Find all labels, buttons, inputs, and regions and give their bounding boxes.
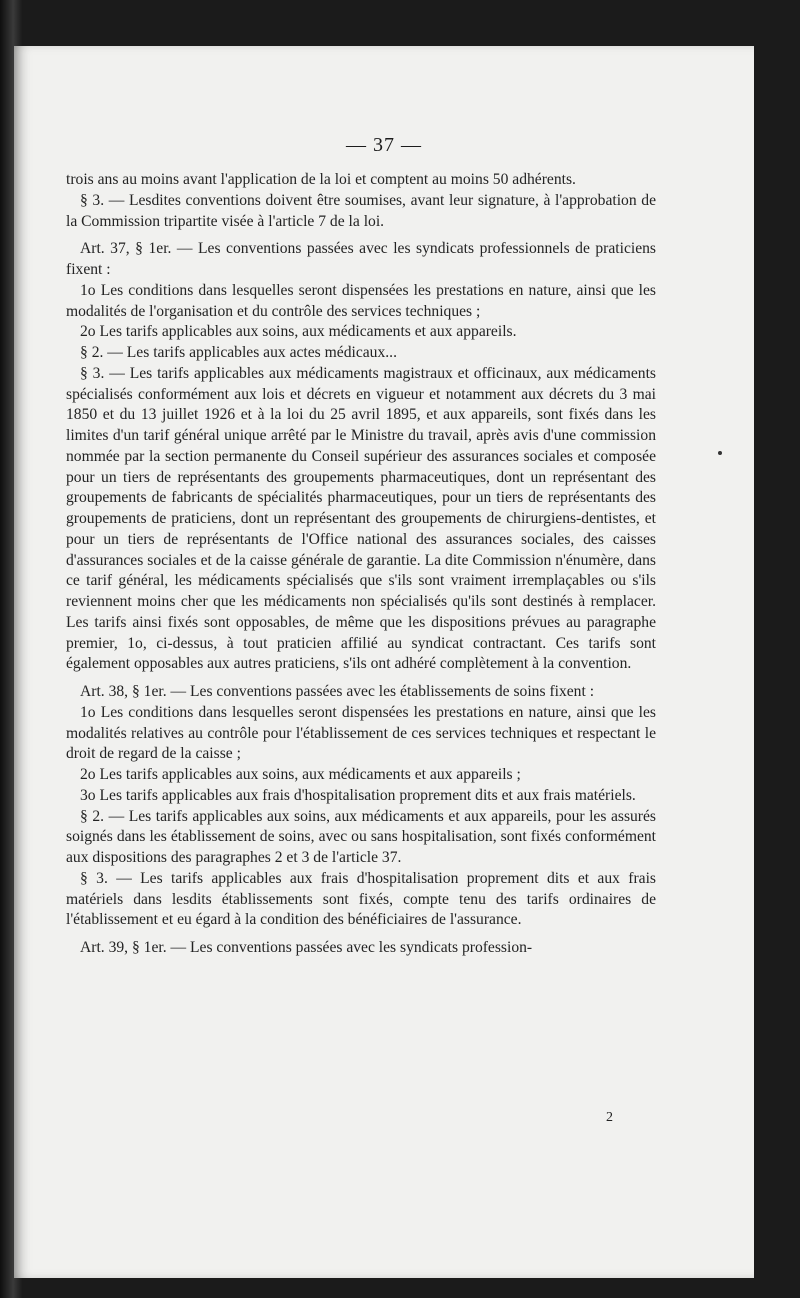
- page-number: — 37 —: [346, 134, 422, 156]
- ink-speck: [718, 451, 722, 455]
- article-paragraph: Art. 39, § 1er. — Les conventions passées avec les syndicats profession-: [80, 939, 533, 956]
- paragraph: § 3. — Lesdites conventions doivent être soumises, avant leur signature, à l'approbation de la Commission tripartite visée à l'article 7 de la loi.: [66, 191, 656, 230]
- signature-mark: 2: [606, 1110, 613, 1125]
- paragraph: trois ans au moins avant l'application de la loi et comptent au moins 50 adhérents.: [66, 171, 576, 188]
- paragraph: § 2. — Les tarifs applicables aux soins, aux médicaments et aux appareils, pour les assurés soignés dans les établissement de soins, avec ou sans hospitalisation, sont fixés conformément aux dispositions des paragraphes 2 et 3 de l'article 37.: [66, 807, 656, 866]
- paragraph: 3o Les tarifs applicables aux frais d'hospitalisation proprement dits et aux frais matériels.: [80, 786, 636, 804]
- paragraph: 1o Les conditions dans lesquelles seront dispensées les prestations en nature, ainsi que les modalités relatives au contrôle pour l'établissement de ces services techniques et respectant le droit de regard de la caisse ;: [66, 703, 656, 763]
- paragraph: 2o Les tarifs applicables aux soins, aux médicaments et aux appareils.: [80, 323, 517, 341]
- paragraph: § 2. — Les tarifs applicables aux actes médicaux...: [80, 344, 397, 361]
- paragraph: 1o Les conditions dans lesquelles seront dispensées les prestations en nature, ainsi que les modalités de l'organisation et du contrôle des services techniques ;: [66, 281, 656, 320]
- article-paragraph: Art. 37, § 1er. — Les conventions passées avec les syndicats professionnels de praticiens fixent :: [66, 240, 656, 278]
- page-body: [66, 170, 656, 959]
- paragraph: § 3. — Les tarifs applicables aux frais d'hospitalisation proprement dits et aux frais matériels dans lesdits établissements sont fixés, compte tenu des tarifs ordinaires de l'établissement et eu égard à la condition des bénéficiaires de l'assurance.: [66, 869, 656, 929]
- paragraph: 2o Les tarifs applicables aux soins, aux médicaments et aux appareils ;: [80, 766, 521, 783]
- paragraph: § 3. — Les tarifs applicables aux médicaments magistraux et officinaux, aux médicaments spécialisés conformément aux lois et décrets en vigueur et notamment aux décrets du 3 mai 1850 et du 13 juillet 1926 et à la loi du 25 avril 1895, et aux appareils, sont fixés dans les limites d'un tarif général unique arrêté par le Ministre du travail, après avis d'une commission nommée par la section permanente du Conseil supérieur des assurances sociales et composée pour un tiers de représentants des groupements pharmaceutiques, dont un représentant des groupements de fabricants de spécialités pharmaceutiques, pour un tiers de représentants des groupements de praticiens, dont un représentant des groupements de chirurgiens-dentistes, et pour un tiers de représentants de l'Office national des assurances sociales, des caisses d'assurances sociales et de la caisse générale de garantie. La dite Commission n'énumère, dans ce tarif général, les médicaments spécialisés que s'ils sont vraiment irremplaçables ou s'ils reviennent moins cher que les médicaments non spécialisés qu'ils sont destinés à remplacer. Les tarifs ainsi fixés sont opposables, de même que les dispositions prévues au paragraphe premier, 1o, ci-dessus, à tout praticien affilié au syndicat contractant. Ces tarifs sont également opposables aux autres praticiens, s'ils ont adhéré complètement à la convention.: [66, 364, 656, 673]
- article-paragraph: Art. 38, § 1er. — Les conventions passées avec les établissements de soins fixent :: [80, 683, 595, 700]
- book-page: [14, 46, 754, 1278]
